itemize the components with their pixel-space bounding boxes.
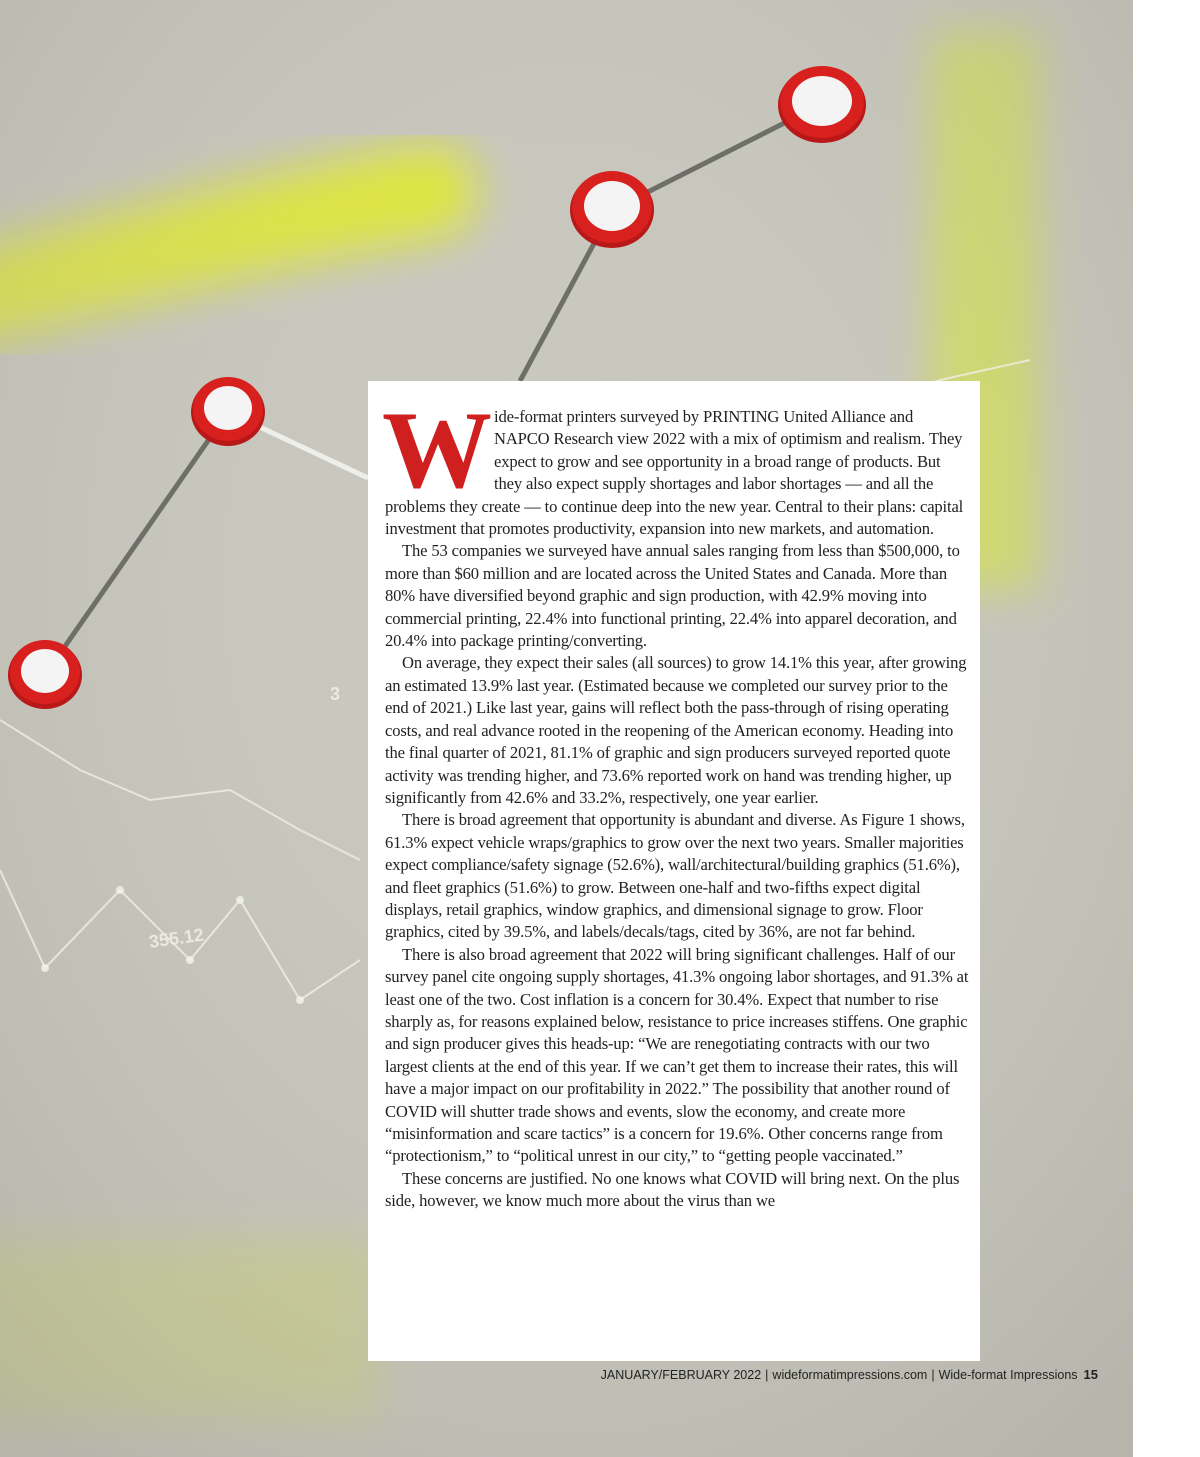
article-paragraph-6: These concerns are justified. No one knows what COVID will bring next. On the plus side, however, we know much more about the virus than we	[385, 1168, 960, 1211]
page-margin	[1133, 0, 1200, 1457]
article-paragraph-4: There is broad agreement that opportunity is abundant and diverse. As Figure 1 shows, 61.3% expect vehicle wraps/graphics to grow over the next two years. Smaller majorities expect compliance/safety signage (52.6%), wall/architectural/building graphics (51.6%), and fleet graphics (51.6%) to grow. Between one-half and two-fifths expect digital displays, retail graphics, window graphics, and dimensional signage to grow. Floor graphics, cited by 39.5%, and labels/decals/tags, cited by 36%, are not far behind.	[385, 810, 965, 942]
paragraph-text: ide-format printers surveyed by PRINTING United Alliance and NAPCO Research view 2022 with a mix of optimism and realism. They expect to grow and see opportunity in a broad range of products. But they also expect supply shortages and labor shortages — and all the problems they create — to continue deep into the new year. Central to their plans: capital investment that promotes productivity, expansion into new markets, and automation.	[385, 407, 964, 539]
article-body	[382, 389, 970, 1213]
page-footer: JANUARY/FEBRUARY 2022 | wideformatimpressions.com | Wide-format Impressions 15	[600, 1367, 1098, 1382]
article-paragraph-2: The 53 companies we surveyed have annual sales ranging from less than $500,000, to more than $60 million and are located across the United States and Canada. More than 80% have diversified beyond graphic and sign production, with 42.9% moving into commercial printing, 22.4% into functional printing, 22.4% into apparel decoration, and 20.4% into package printing/converting.	[385, 541, 960, 651]
footer-website[interactable]: wideformatimpressions.com	[772, 1368, 928, 1382]
article-text-panel	[368, 381, 980, 1361]
article-paragraph-1	[382, 389, 970, 540]
article-paragraph-5: There is also broad agreement that 2022 will bring significant challenges. Half of our survey panel cite ongoing supply shortages, 41.3% ongoing labor shortages, and 91.3% at least one of the two. Cost inflation is a concern for 30.4%. Expect that number to rise sharply as, for reasons explained below, resistance to price increases stiffens. One graphic and sign producer gives this heads-up: “We are renegotiating contracts with our two largest clients at the end of this year. If we can’t get them to increase their rates, this will have a major impact on our profitability in 2022.” The possibility that another round of COVID will shutter trade shows and events, slow the economy, and create more “misinformation and scare tactics” is a concern for 19.6%. Other concerns range from “protectionism,” to “political unrest in our city,” to “getting people vaccinated.”	[385, 944, 969, 1166]
page-number: 15	[1083, 1367, 1098, 1382]
background-label-355: 355.12	[147, 924, 206, 952]
footer-publication: Wide-format Impressions	[938, 1368, 1078, 1382]
drop-cap: W	[382, 389, 486, 511]
background-label-3: 3	[330, 684, 341, 704]
article-paragraph-3: On average, they expect their sales (all sources) to grow 14.1% this year, after growing an estimated 13.9% last year. (Estimated because we completed our survey prior to the end of 2021.) Like last year, gains will reflect both the pass-through of rising operating costs, and real advance rooted in the reopening of the American economy. Heading into the final quarter of 2021, 81.1% of graphic and sign producers surveyed reported quote activity was trending higher, and 73.6% reported work on hand was trending higher, up significantly from 42.6% and 33.2%, respectively, one year earlier.	[385, 653, 967, 807]
footer-issue: JANUARY/FEBRUARY 2022	[600, 1368, 762, 1382]
